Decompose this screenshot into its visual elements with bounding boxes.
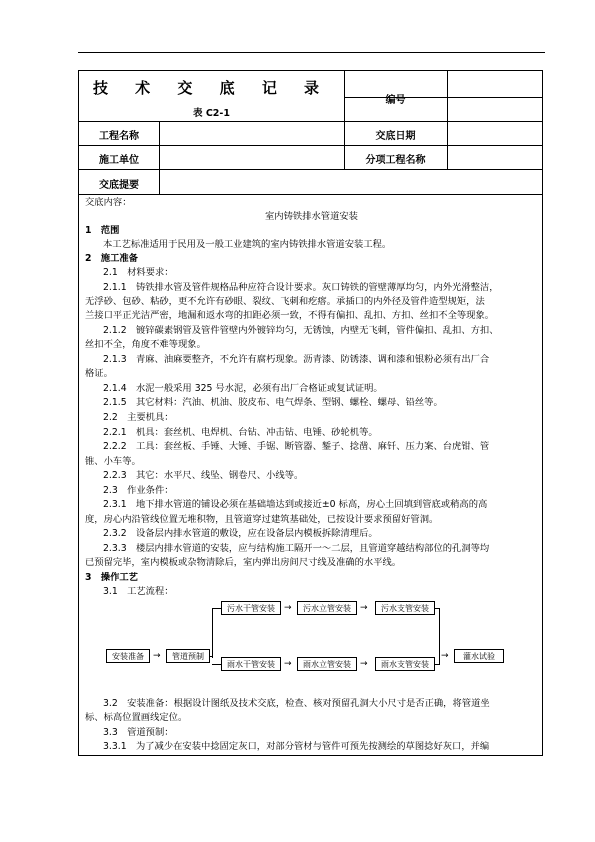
heading-operation: 3 操作工艺 xyxy=(85,572,138,583)
form-number: 表 C2-1 xyxy=(193,108,230,119)
unit-field[interactable] xyxy=(160,146,343,168)
paragraph-line: 格证。 xyxy=(85,368,113,379)
subheading: 3.3 管道预制： xyxy=(103,727,174,738)
heading-preparation: 2 施工准备 xyxy=(85,253,138,264)
bracket-line xyxy=(435,608,439,609)
paragraph-line: 锥、小车等。 xyxy=(85,456,141,467)
paragraph-line: 兰接口平正光洁严密，地漏和返水弯的扣距必须一致，不得有偏扣、乱扣、方扣、丝扣不全等现象。 xyxy=(85,310,495,321)
rule xyxy=(79,194,543,195)
paragraph-line: 已预留完毕，室内模板或杂物清除后，室内弹出房间尺寸线及准确的水平线。 xyxy=(85,557,402,568)
flow-step-water-test: 灌水试验 xyxy=(454,649,504,663)
form-title: 技 术 交 底 记 录 xyxy=(92,79,331,97)
bracket-line xyxy=(210,656,213,657)
subheading: 2.2 主要机具： xyxy=(103,412,174,423)
bracket-line xyxy=(439,608,440,665)
paragraph-line: 3.3.1 为了减少在安装中捻固定灰口，对部分管材与管件可预先按测绘的草图捻好灰口，并编 xyxy=(103,741,490,752)
subitem-label: 分项工程名称 xyxy=(365,155,426,166)
paragraph-line: 2.1.2 镀锌碳素钢管及管件管壁内外镀锌均匀，无锈蚀，内壁无飞刺，管件偏扣、乱扣、方扣、 xyxy=(103,325,499,336)
paragraph-line: 2.3.1 地下排水管道的铺设必须在基础墙达到或接近±0 标高，房心土回填到管底或稍高的高 xyxy=(103,499,488,510)
summary-field[interactable] xyxy=(160,170,543,193)
arrow-icon: → xyxy=(153,651,161,661)
paragraph-line: 标、标高位置画线定位。 xyxy=(85,712,188,723)
paragraph-line: 2.2.2 工具：套丝板、手锤、大锤、手锯、断管器、錾子、捻凿、麻钎、压力案、台虎钳、管 xyxy=(103,441,490,452)
serial-value-1[interactable] xyxy=(448,72,543,96)
project-name-label: 工程名称 xyxy=(99,131,139,142)
flow-step-rain-branch: 雨水支管安装 xyxy=(375,657,435,671)
serial-label: 编号 xyxy=(385,95,406,106)
subheading: 3.1 工艺流程： xyxy=(103,586,174,597)
section-title: 室内铸铁排水管道安装 xyxy=(265,211,358,222)
subitem-field[interactable] xyxy=(448,146,543,168)
paragraph-line: 2.3.2 设备层内排水管道的敷设，应在设备层内模板拆除清理后。 xyxy=(103,528,378,539)
paragraph-line: 2.1.3 青麻、油麻要整齐，不允许有腐朽现象。沥青漆、防锈漆、调和漆和银粉必须有出厂合 xyxy=(103,354,490,365)
paragraph-line: 3.2 安装准备：根据设计图纸及技术交底，检查、核对预留孔洞大小尺寸是否正确，将管道坐 xyxy=(103,698,490,709)
flow-step-prefab: 管道预制 xyxy=(166,649,210,663)
arrow-icon: → xyxy=(441,651,449,661)
content-heading: 交底内容： xyxy=(85,197,132,208)
arrow-icon: → xyxy=(284,603,292,613)
flow-step-sewer-branch: 污水支管安装 xyxy=(375,601,435,615)
paragraph-line: 2.1.5 其它材料：汽油、机油、胶皮布、电气焊条、型钢、螺栓、螺母、铅丝等。 xyxy=(103,397,443,408)
paragraph-line: 2.2.1 机具：套丝机、电焊机、台钻、冲击钻、电锤、砂轮机等。 xyxy=(103,427,378,438)
flow-step-prep: 安装准备 xyxy=(106,649,150,663)
technical-disclosure-form xyxy=(78,70,543,756)
serial-value-2[interactable] xyxy=(448,98,543,120)
bracket-line xyxy=(435,664,439,665)
paragraph-line: 2.2.3 其它：水平尺、线坠、钢卷尺、小线等。 xyxy=(103,470,304,481)
arrow-icon: → xyxy=(360,603,368,613)
project-name-field[interactable] xyxy=(160,122,343,144)
paragraph-line: 2.1.1 铸铁排水管及管件规格品种应符合设计要求。灰口铸铁的管壁薄厚均匀，内外光滑整洁， xyxy=(103,282,499,293)
flow-step-sewer-main: 污水干管安装 xyxy=(221,601,281,615)
arrow-icon: → xyxy=(360,659,368,669)
heading-scope: 1 范围 xyxy=(85,225,120,236)
date-label: 交底日期 xyxy=(375,131,416,142)
flow-step-rain-riser: 雨水立管安装 xyxy=(297,657,357,671)
arrow-icon: → xyxy=(284,659,292,669)
paragraph-line: 本工艺标准适用于民用及一般工业建筑的室内铸铁排水管道安装工程。 xyxy=(103,239,392,250)
paragraph-line: 无浮砂、包砂、粘砂，更不允许有砂眼、裂纹、飞刺和疙瘩。承插口的内外径及管件造型规矩，法 xyxy=(85,296,485,307)
subheading: 2.1 材料要求： xyxy=(103,267,174,278)
bracket-line xyxy=(212,608,213,658)
summary-label: 交底提要 xyxy=(99,180,139,191)
bracket-line xyxy=(212,664,221,665)
paragraph-line: 丝扣不全，角度不难等现象。 xyxy=(85,339,206,350)
header-rule xyxy=(78,52,545,53)
flow-step-sewer-riser: 污水立管安装 xyxy=(297,601,357,615)
paragraph-line: 2.3.3 楼层内排水管道的安装，应与结构施工隔开一～二层，且管道穿越结构部位的孔洞等均 xyxy=(103,543,490,554)
paragraph-line: 2.1.4 水泥一般采用 325 号水泥，必须有出厂合格证或复试证明。 xyxy=(103,383,383,394)
unit-label: 施工单位 xyxy=(99,155,139,166)
flow-step-rain-main: 雨水干管安装 xyxy=(221,657,281,671)
paragraph-line: 度，房心内沿管线位置无堆积物，且管道穿过建筑基础处，已按设计要求预留好管洞。 xyxy=(85,514,439,525)
date-field[interactable] xyxy=(448,122,543,144)
bracket-line xyxy=(212,608,221,609)
subheading: 2.3 作业条件： xyxy=(103,485,174,496)
